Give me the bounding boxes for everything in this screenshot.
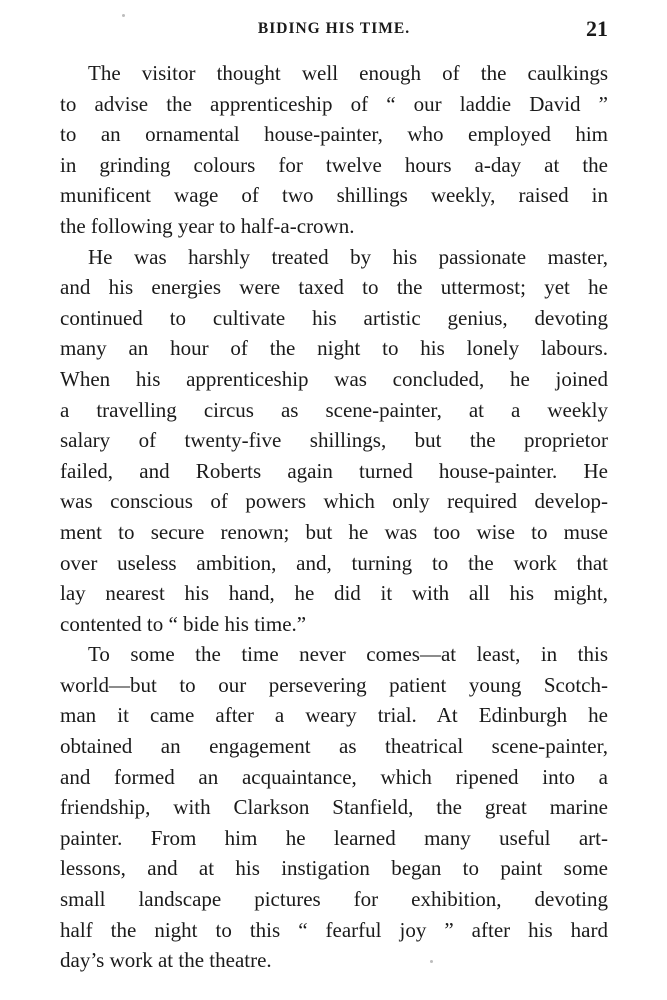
text-line: and formed an acquaintance, which ripened into a — [60, 764, 608, 789]
body-text — [60, 58, 608, 976]
text-line: lay nearest his hand, he did it with all his might, — [60, 581, 608, 606]
text-line: half the night to this “ fearful joy ” after his hard — [60, 917, 608, 942]
text-line: salary of twenty-five shillings, but the proprietor — [60, 428, 608, 453]
page-number: 21 — [586, 16, 608, 41]
text-line: small landscape pictures for exhibition, devoting — [60, 887, 608, 912]
text-line: in grinding colours for twelve hours a-day at the — [60, 152, 608, 177]
text-line: ment to secure renown; but he was too wise to muse — [60, 519, 608, 544]
text-line: man it came after a weary trial. At Edinburgh he — [60, 703, 608, 728]
text-line: to advise the apprenticeship of “ our laddie David ” — [60, 91, 608, 116]
text-line: to an ornamental house-painter, who employed him — [60, 122, 608, 147]
running-head — [60, 16, 608, 44]
paper-speck — [430, 960, 433, 963]
text-line: To some the time never comes—at least, in this — [88, 642, 608, 667]
paper-speck — [122, 14, 125, 17]
text-line: world—but to our persevering patient young Scotch- — [60, 672, 608, 697]
text-line: contented to “ bide his time.” — [60, 611, 307, 636]
text-line: lessons, and at his instigation began to paint some — [60, 856, 608, 881]
paragraph-1 — [60, 58, 608, 242]
text-line: friendship, with Clarkson Stanfield, the great marine — [60, 795, 608, 820]
text-line: painter. From him he learned many useful art- — [60, 825, 608, 850]
text-line: failed, and Roberts again turned house-painter. He — [60, 458, 608, 483]
text-line: He was harshly treated by his passionate master, — [88, 244, 608, 269]
text-line: was conscious of powers which only required develop- — [60, 489, 608, 514]
text-line: over useless ambition, and, turning to the work that — [60, 550, 608, 575]
text-line: munificent wage of two shillings weekly, raised in — [60, 183, 608, 208]
running-head-title: BIDING HIS TIME. — [257, 20, 411, 37]
text-line: continued to cultivate his artistic genius, devoting — [60, 305, 608, 330]
paragraph-3 — [60, 639, 608, 976]
text-line: the following year to half-a-crown. — [60, 213, 355, 238]
text-line: obtained an engagement as theatrical scene-painter, — [60, 734, 608, 759]
text-line: a travelling circus as scene-painter, at a weekly — [60, 397, 608, 422]
text-line: day’s work at the theatre. — [60, 948, 272, 973]
paragraph-2 — [60, 242, 608, 640]
text-line: When his apprenticeship was concluded, he joined — [60, 366, 608, 391]
text-line: many an hour of the night to his lonely labours. — [60, 336, 608, 361]
text-line: and his energies were taxed to the uttermost; yet he — [60, 275, 608, 300]
text-line: The visitor thought well enough of the caulkings — [88, 61, 608, 85]
